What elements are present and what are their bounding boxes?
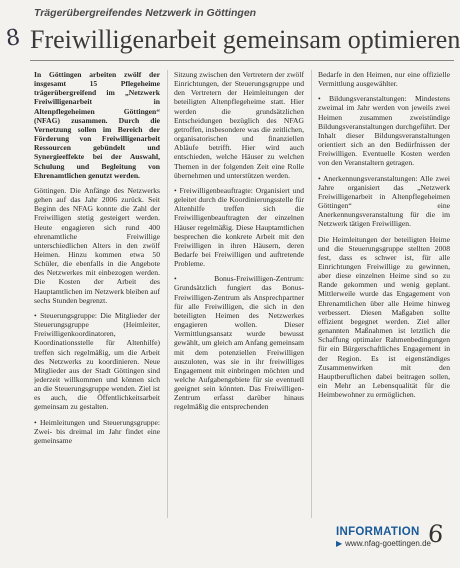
website-url: www.nfag-goettingen.de [345, 539, 431, 548]
article-paragraph: • Steuerungsgruppe: Die Mitglieder der Steuerungsgruppe (Heimleiter, Freiwilligenkoordinatoren, Koordinationsstelle für Altenhilfe) treffen sich regelmäßig, um die Arbeit des Netzwerks zu koordinieren. Neue Mitglieder aus der Stadt Göttingen sind jederzeit willkommen und können sich an die Steuerungsgruppe wenden. Ziel ist es auch, die Öffentlichkeitsarbeit gemeinsam zu gestalten. [34, 310, 160, 412]
article-lead: In Göttingen arbeiten zwölf der insgesamt 15 Pflegeheime trägerübergreifend im „Netzwerk Freiwilligenarbeit in Altenpflegeheimen Göttingen“ (NFAG) zusammen. Durch die Vernetzung sollen im Bereich der Förderung von Freiwilligenarbeit Ressourcen gebündelt und Synergieeffekte bei der Auswahl, Schulung und Begleitung von Ehrenamtlichen genutzt werden. [34, 70, 160, 180]
article-paragraph: Die Heimleitungen der beteiligten Heime und die Steuerungsgruppe stellten 2008 fest, dass es schwer ist, für alle Einrichtungen Freiwillige zu gewinnen, aber diese einzelnen Heime sind so zu Rande gekommen und wenig geplant. Mittlerweile wurde das Engagement von Ehrenamtlichen über alle Heime hinweg verbessert. Diesen Maßgaben sollte effizient begegnet werden. Ziel aller genannten Maßnahmen ist letztlich die Schaffung optimaler Rahmenbedingungen für ein Bürgerschaftliches Engagement in der Region. Es ist eigenständiges Zusammenwirken mit den Hauptberuflichen dabei beitragen sollen, ein Mehr an Lebensqualität für die Heimbewohner zu ermöglichen. [318, 234, 450, 400]
article-paragraph: • Bildungsveranstaltungen: Mindestens zweimal im Jahr werden von jeweils zwei Heimen zusammen zweistündige Bildungsveranstaltungen durchgeführt. Der Inhalt dieser Bildungsveranstaltungen orientiert sich an den Bedürfnissen der Freiwilligen. Eventuelle Kosten werden von den Veranstaltern getragen. [318, 94, 450, 168]
info-label: INFORMATION [336, 526, 420, 538]
article-paragraph: Sitzung zwischen den Vertretern der zwölf Einrichtungen, der Steuerungsgruppe und den Vertretern der Heimleitungen der beteiligten Altenpflegeheime statt. Hier werden die grundsätzlichen Entscheidungen bezüglich des NFAG getroffen, insbesondere was die zeitlichen, organisatorischen und finanziellen Abläufe betrifft. Hier wird auch entschieden, welche Häuser zu welchen Themen in der folgenden Zeit eine Rolle übernehmen und unterstützen werden. [174, 70, 304, 180]
article-paragraph: • Bonus-Freiwilligen-Zentrum: Grundsätzlich fungiert das Bonus-Freiwilligen-Zentrum als Ansprechpartner für alle Freiwilligen, die sich in den beteiligten Heimen des Netzwerkes engagieren wollen. Dieser Vermittlungsansatz wurde bewusst gewählt, um gleich am Anfang gemeinsam mit dem potenziellen Freiwilligen auszuloten, was sie in ihr freiwilliges Engagement mit einbringen möchten und welche Aufgabengebiete für sie eventuell geeignet sein könnten. Das Freiwilligen-Zentrum erfasst darüber hinaus regelmäßig die entsprechenden [174, 274, 304, 412]
article-paragraph: • Anerkennungsveranstaltungen: Alle zwei Jahre organisiert das „Netzwerk Freiwilligenarbeit in Altenpflegeheimen Göttingen“ eine Anerkennungsveranstaltung für die im Netzwerk tätigen Freiwilligen. [318, 173, 450, 229]
article-column-3 [318, 70, 450, 518]
column-divider [167, 70, 168, 518]
article-headline: Freiwilligenarbeit gemeinsam optimieren [30, 25, 460, 54]
article-paragraph: • Heimleitungen und Steuerungsgruppe: Zwei- bis dreimal im Jahr findet eine gemeinsame [34, 417, 160, 445]
article-paragraph: Göttingen. Die Anfänge des Netzwerks gehen auf das Jahr 2006 zurück. Seit Beginn des NFAG konnte die Zahl der Freiwilligen stetig gesteigert werden. Heute engagieren sich rund 400 ehrenamtliche Freiwillige unterschiedlichen Alters in den zwölf Heimen. Hinzu kommen etwa 50 Schüler, die ebenfalls in die Angebote des Netzwerkes mit einbezogen werden. Die Kosten der Arbeit des Hauptamtlichen im Netzwerk bleiben auf sechs Stunden begrenzt. [34, 185, 160, 305]
handwritten-mark: 8 [4, 25, 22, 52]
arrow-right-icon: ▶ [336, 539, 343, 548]
article-paragraph: Bedarfe in den Heimen, nur eine offizielle Vermittlung ausgewählter. [318, 70, 450, 89]
article-column-1 [34, 70, 160, 518]
handwritten-page-number: 6 [426, 519, 445, 549]
headline-rule [30, 60, 454, 61]
article-paragraph: • Freiwilligenbeauftragte: Organisiert und geleitet durch die Koordinierungsstelle für Altenhilfe treffen sich die Freiwilligenbeauftragten der einzelnen Häuser regelmäßig. Diese Hauptamtlichen besprechen die konkrete Arbeit mit den Freiwilligen in ihren Häusern, deren Bedarfe bei Freiwilligen und auftretende Probleme. [174, 185, 304, 269]
article-kicker: Trägerübergreifendes Netzwerk in Göttingen [34, 7, 257, 19]
column-divider [311, 70, 312, 518]
article-column-2 [174, 70, 304, 518]
